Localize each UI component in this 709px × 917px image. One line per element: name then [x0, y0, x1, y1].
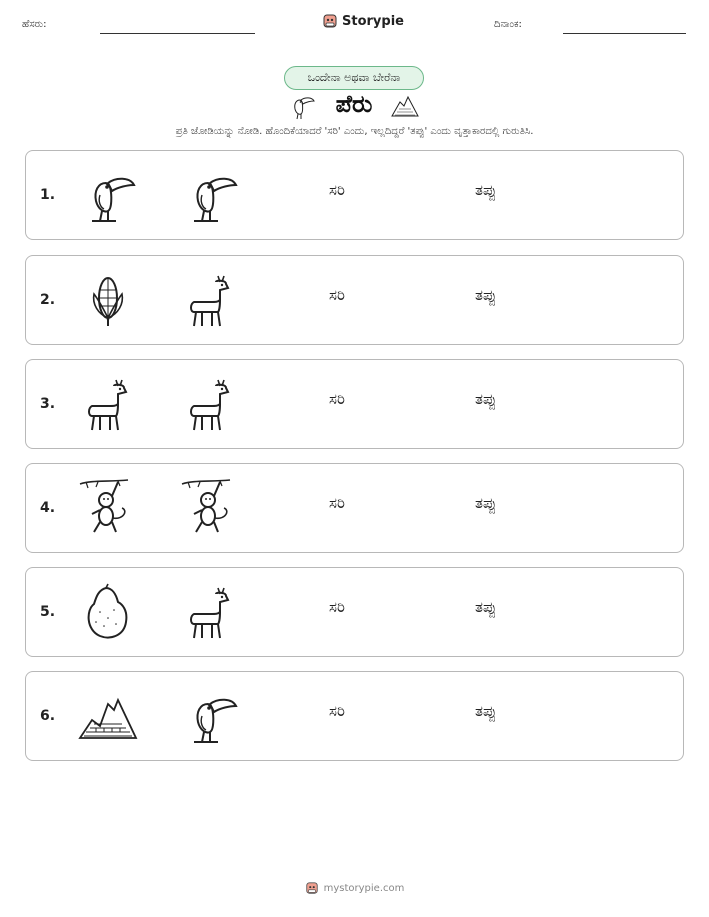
question-row: [25, 567, 684, 657]
wrong-option[interactable]: ತಪ್ಪು: [475, 702, 497, 720]
question-number: 6.: [40, 708, 56, 724]
llama-icon: [180, 270, 240, 330]
question-number: 3.: [40, 396, 56, 412]
name-line[interactable]: [100, 33, 255, 34]
monkey-icon: [180, 478, 240, 538]
question-number: 4.: [40, 500, 56, 516]
question-row: [25, 463, 684, 553]
correct-option[interactable]: ಸರಿ: [329, 598, 345, 616]
activity-type-badge: ಒಂದೇನಾ ಅಥವಾ ಬೇರೆನಾ: [284, 66, 424, 90]
wrong-option[interactable]: ತಪ್ಪು: [475, 181, 497, 199]
storypie-mascot-icon: [305, 881, 319, 895]
wrong-option[interactable]: ತಪ್ಪು: [475, 598, 497, 616]
corn-icon: [78, 270, 138, 330]
date-label: ದಿನಾಂಕ:: [494, 19, 522, 30]
toucan-icon: [180, 686, 240, 746]
storypie-mascot-icon: [322, 13, 338, 29]
wrong-option[interactable]: ತಪ್ಪು: [475, 390, 497, 408]
wrong-option[interactable]: ತಪ್ಪು: [475, 494, 497, 512]
instructions-text: ಪ್ರತಿ ಜೋಡಿಯನ್ನು ನೋಡಿ. ಹೊಂದಿಕೆಯಾದರೆ 'ಸರಿ' ಎಂದು, ಇಲ್ಲದಿದ್ದರೆ 'ತಪ್ಪು' ಎಂದು ವೃತ್ತಾಕಾರದಲ್ಲಿ ಗುರುತಿಸಿ.: [175, 126, 534, 137]
correct-option[interactable]: ಸರಿ: [329, 494, 345, 512]
brand-name: Storypie: [342, 13, 404, 29]
machu-picchu-icon: [78, 686, 138, 746]
toucan-icon: [78, 165, 138, 225]
question-row: [25, 671, 684, 761]
question-number: 1.: [40, 187, 56, 203]
date-line[interactable]: [563, 33, 686, 34]
machu-picchu-decoration-icon: [390, 91, 420, 119]
question-number: 5.: [40, 604, 56, 620]
brand-logo: [322, 13, 404, 29]
llama-icon: [78, 374, 138, 434]
question-number: 2.: [40, 292, 56, 308]
page-title: ಪೆರು: [335, 90, 373, 118]
llama-icon: [180, 582, 240, 642]
monkey-icon: [78, 478, 138, 538]
question-row: [25, 255, 684, 345]
question-row: [25, 359, 684, 449]
correct-option[interactable]: ಸರಿ: [329, 702, 345, 720]
name-label: ಹೆಸರು:: [22, 19, 47, 30]
question-row: [25, 150, 684, 240]
llama-icon: [180, 374, 240, 434]
lucuma-fruit-icon: [78, 582, 138, 642]
correct-option[interactable]: ಸರಿ: [329, 181, 345, 199]
footer: [0, 881, 709, 895]
correct-option[interactable]: ಸರಿ: [329, 390, 345, 408]
correct-option[interactable]: ಸರಿ: [329, 286, 345, 304]
wrong-option[interactable]: ತಪ್ಪು: [475, 286, 497, 304]
footer-url[interactable]: mystorypie.com: [323, 882, 405, 894]
toucan-icon: [180, 165, 240, 225]
